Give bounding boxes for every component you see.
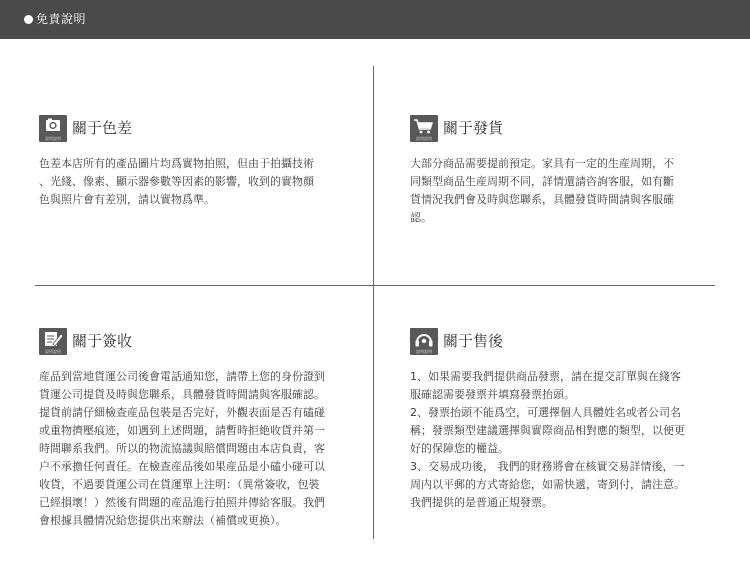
headset-icon — [410, 328, 438, 355]
vertical-divider — [373, 66, 374, 539]
body-line: 産品到當地貨運公司後會電話通知您，請帶上您的身份證到 — [39, 370, 325, 383]
icon-caption: 說明說明 — [416, 136, 432, 141]
body-line: 時間聯系我們。所以的物流協議與賠償問題由本店負責，客 — [39, 442, 325, 455]
body-line: 同類型商品生産周期不同，詳情還請咨詢客服，如有斷 — [410, 175, 674, 188]
icon-caption: 說明說明 — [45, 136, 61, 141]
body-line: 好的保障您的權益。 — [410, 442, 509, 455]
body-line: 稱；發票類型建議選擇與實際商品相對應的類型，以便更 — [410, 424, 685, 437]
horizontal-divider — [35, 285, 715, 286]
section-header — [39, 115, 349, 145]
body-line: 户不承擔任何責任。在檢查産品後如果産品是小磕小碰可以 — [39, 460, 325, 473]
icon-caption: 說明說明 — [416, 349, 432, 354]
body-line: 色與照片會有差別，請以實物爲準。 — [39, 193, 215, 206]
section-title: 關于售後 — [443, 332, 504, 350]
body-line: 或重物擠壓痕迹，如遇到上述問題，請暫時拒絶收貨并第一 — [39, 424, 325, 437]
section-title: 關于簽收 — [72, 332, 133, 350]
icon-caption: 說明說明 — [45, 349, 61, 354]
body-line: 3、交易成功後， 我們的財務將會在核實交易詳情後，一 — [410, 460, 685, 473]
section-body — [39, 155, 314, 209]
body-line: 我們提供的是普通正規發票。 — [410, 496, 553, 509]
header-title: 免責說明 — [36, 12, 87, 26]
body-line: 認。 — [410, 211, 432, 224]
body-line: 提貨前請仔細檢查産品包裝是否完好，外觀表面是否有磕碰 — [39, 406, 325, 419]
edit-note-icon — [39, 328, 67, 355]
body-line: 大部分商品需要提前預定。家具有一定的生産周期，不 — [410, 157, 674, 170]
section-body — [410, 155, 674, 227]
bullet-dot-icon — [24, 15, 33, 24]
section-title: 關于色差 — [72, 119, 133, 137]
section-header — [39, 328, 349, 358]
header-bar — [0, 0, 750, 39]
body-line: 貨情況我們會及時與您聯系，具體發貨時間請與客服確 — [410, 193, 674, 206]
shopping-cart-icon — [410, 115, 438, 142]
body-line: 收貨，不過要貨運公司在貨運單上注明：（異常簽收，包裝 — [39, 478, 320, 491]
body-line: 服確認需要發票并填寫發票抬頭。 — [410, 388, 575, 401]
body-line: 貨運公司提貨及時與您聯系，具體發貨時間請與客服確認。 — [39, 388, 325, 401]
section-body — [39, 368, 325, 530]
section-title: 關于發貨 — [443, 119, 504, 137]
body-line: 已經損壞！）然後有問題的産品進行拍照并傳給客服。我們 — [39, 496, 325, 509]
body-line: 周内以平郵的方式寄給您，如需快遞，寄到付，請注意。 — [410, 478, 685, 491]
body-line: 2、發票抬頭不能爲空，可選擇個人具體姓名或者公司名 — [410, 406, 681, 419]
section-header — [410, 328, 710, 358]
body-line: 會根據具體情况給您提供出來辦法（補償或更换）。 — [39, 514, 287, 527]
section-color-difference — [39, 115, 349, 206]
section-body — [410, 368, 685, 512]
section-shipping — [410, 115, 710, 224]
camera-icon — [39, 115, 67, 142]
body-line: 色差本店所有的產品圖片均爲實物拍照，但由于拍攝技術 — [39, 157, 314, 170]
body-line: 1、如果需要我們提供商品發票，請在提交訂單與在綫客 — [410, 370, 681, 383]
section-header — [410, 115, 710, 145]
section-after-sales — [410, 328, 710, 509]
body-line: 、光綫、像素、顯示器參數等因素的影響，收到的實物顔 — [39, 175, 314, 188]
section-receiving — [39, 328, 349, 527]
